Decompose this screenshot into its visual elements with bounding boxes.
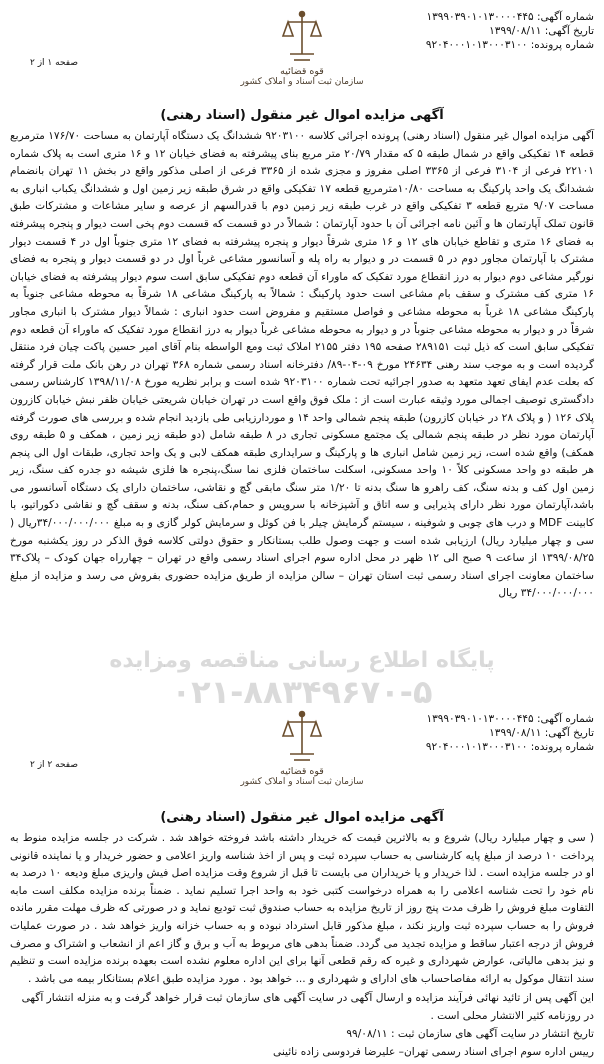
notice-body-text: آگهی مزایده اموال غیر منقول (اسناد رهنی) پرونده اجرائی کلاسه ۹۲۰۳۱۰۰ ششدانگ یک دستگاه آپارتمان به مساحت ۱۷۶/۷۰ مترمربع قطعه ۱۴ تفکیکی واقع در شمال طبقه ۵ که مقدار ۲۰/۷۹ متر مربع بنای پیشرفته به فضای خیابان ۱۲ و ۱۶ متری است به پلاک شماره ۲۲۱۰۱ فرعی از ۳۱۰۴ فرعی از ۳۳۶۵ اصلی مفروز و مجزی شده از ۳۳۶۵ فرعی از اصلی مذکور واقع در بخش ۱۱ تهران بانضمام ششدانگ یک واحد پارکینگ به مساحت ۱۰/۸۰مترمربع قطعه ۱۷ تفکیکی واقع در شرق طبقه زیر زمین اول و ششدانگ یکباب انباری به مساحت ۹/۰۷ متربع قطعه ۳ تفکیکی واقع در غرب طبقه زیر زمین دوم با قدرالسهم از عرصه و سایر مشاعات و مشترکات طبق قانون تملک آپارتمان ها و آئین نامه اجرائی آن با حدود آپارتمان : شمالاً در دو قسمت که قسمت دوم پخی است دیوار و پنجره پیشرفته به فضای ۱۶ متری و تقاطع خیابان های ۱۲ و ۱۶ متری شرقاً دیوار و پنجره پیشرفته به فضای ۱۲ متری جنوباً اول در ۴ قسمت دیوار مشترک با آپارتمان مجاور دوم در ۵ قسمت در و دیوار به راه پله و آسانسور مشاعی غرباً اول در دو قسمت دیوار و پنجره به فضای نورگیر مشاعی دوم دیوار به درز انقطاع مورد تفکیک که ماوراء آن قطعه دوم تفکیکی سابق است سوم دیوار پیشرفته به فضای خیابان ۱۶ متری کف مشترک و سقف بام مشاعی است حدود پارکینگ : شمالاً به پارکینگ مشاعی ۱۸ شرقاً به محوطه مشاعی جنوباً به پارکینگ مشاعی ۱۸ غرباً به محوطه مشاعی و فواصل مستقیم و مفروض است حدود انباری : شمالاً دیوار مشترک با انباری مجاور شرقاً در و دیوار به محوطه مشاعی جنوباً در و دیوار به محوطه مشاعی غرباً دیوار به درز انقطاع مورد تفکیک که ماوراء آن قطعه دوم تفکیکی سابق است که ذیل ثبت ۲۸۹۱۵۱ صفحه ۱۹۵ دفتر ۲۱۵۵ املاک ثبت ومع الواسطه بنام آقای امیر حسین پاکت چیان فرد منتقل گردیده است و به موجب سند رهنی ۲۴۶۳۴ مورخ ۰۹-۰۴-۸۹/ دفترخانه اسناد رسمی شماره ۳۶۸ تهران در رهن بانک ملت قرار گرفته که بعلت عدم ایفای تعهد متعهد به صدور اجرائیه تحت شماره ۹۲۰۳۱۰۰ شده است و برابر نظریه مورخ ۱۳۹۸/۱۱/۰۸ کارشناس رسمی دادگستری توصیف اجمالی مورد وثیقه عبارت است از : ملک فوق واقع است در تهران خیابان شریعتی خیابان ظفر نبش خیابان کازرون پلاک ۱۲۶ ( و پلاک ۲۸ در خیابان کازرون) طبقه پنجم شمالی واحد ۱۴ و موردارزیابی طی بازدید انجام شده و بررسی های صورت گرفته آپارتمان مورد نظر در طبقه پنجم شمالی یک مجتمع مسکونی تجاری در ۸ طبقه شامل (دو طبقه زیر زمین ، همکف و ۵ طبقه روی همکف) واقع شده است، زیر زمین شامل انباری ها و پارکینگ و سرایداری طبقه همکف لابی و یک واحد تجاری، طبقات اول الی پنجم هر طبقه دو واحد مسکونی کلاً ۱۰ واحد مسکونی، اسکلت ساختمان فلزی نما سنگ،پنجره ها فلزی شیشه دو جدره کف سنگ، زیر زمین اول کف و بدنه سنگ، کف راهرو ها سنگ بدنه تا ۱/۲۰ متر سنگ مابقی گچ و نقاشی، ساختمان دارای یک دستگاه آسانسور می باشد،آپارتمان مورد نظر دارای پذیرایی و سه اتاق و آشپزخانه با سرویس و حمام،کف سنگ، بدنه و سقف گچ و نقاشی دکوراتیو، با کابینت MDF و درب های چوبی و شوفینه ، سیستم گرمایش چیلر با فن کوئل و سرمایش کولر گازی و به مبلغ ۳۴/۰۰۰/۰۰۰/۰۰۰ریال ( سی و چهار میلیارد ریال) ارزیابی شده است و جهت وصول طلب بستانکار و حقوق دولتی کلاسه فوق الذکر در روز یکشنبه مورخ ۱۳۹۹/۰۸/۲۵ از ساعت ۹ صبح الی ۱۲ ظهر در محل اداره سوم اجرای اسناد رسمی واقع در تهران – چهارراه جهان کودک – پلاک۳۴ ساختمان معاونت اجرای اسناد رسمی ثبت استان تهران – سالن مزایده از طریق مزایده حضوری بفروش می رسد و مزایده از مبلغ ۳۴/۰۰۰/۰۰۰/۰۰۰ ریال — [10, 130, 595, 600]
judiciary-emblem-2 — [237, 708, 367, 787]
case-number: شماره پرونده: ۹۲۰۴۰۰۰۱۰۱۳۰۰۰۳۱۰۰ — [425, 39, 594, 51]
org-title: سازمان ثبت اسناد و املاک کشور — [240, 777, 364, 787]
case-number: شماره پرونده: ۹۲۰۴۰۰۰۱۰۱۳۰۰۰۳۱۰۰ — [425, 741, 594, 753]
org-name: قوه قضائیه — [280, 766, 324, 777]
ad-date: تاریخ آگهی: ۱۳۹۹/۰۸/۱۱ — [489, 25, 594, 37]
page-number: صفحه ۱ از ۲ — [30, 58, 78, 68]
signatory: رییس اداره سوم اجرای اسناد رسمی تهران– علیرضا فردوسی زاده نائینی — [272, 1046, 594, 1058]
ad-date: تاریخ آگهی: ۱۳۹۹/۰۸/۱۱ — [489, 727, 594, 739]
watermark-phone: ۰۲۱-۸۸۳۴۹۶۷۰-۵ — [171, 673, 433, 711]
watermark — [0, 648, 604, 711]
org-title: سازمان ثبت اسناد و املاک کشور — [240, 77, 364, 87]
watermark-title: پایگاه اطلاع رسانی مناقصه ومزایده — [109, 648, 495, 673]
ad-meta-block-2 — [426, 712, 594, 754]
notice-body — [10, 128, 594, 603]
publication-date: تاریخ انتشار در سایت آگهی های سازمان ثبت : ۹۹/۰۸/۱۱ — [346, 1028, 594, 1040]
ad-number: شماره آگهی: ۱۳۹۹۰۳۹۰۱۰۱۳۰۰۰۰۴۴۵ — [426, 11, 594, 23]
notice-title-2: آگهی مزایده اموال غیر منقول (اسناد رهنی) — [160, 810, 444, 825]
judiciary-logo-icon — [280, 708, 324, 764]
page-number-2: صفحه ۲ از ۲ — [30, 760, 78, 770]
ad-number: شماره آگهی: ۱۳۹۹۰۳۹۰۱۰۱۳۰۰۰۰۴۴۵ — [426, 713, 594, 725]
judiciary-logo-icon — [280, 8, 324, 64]
notice-body-2 — [10, 830, 594, 988]
notice-body-text-2: ( سی و چهار میلیارد ریال) شروع و به بالاترین قیمت که خریدار داشته باشد فروخته خواهد شد . شرکت در جلسه مزایده منوط به پرداخت ۱۰ درصد از مبلغ پایه کارشناسی به حساب سپرده ثبت و پس از اخذ شناسه واریز اعلامی و حضور خریدار و یا نماینده قانونی او در جلسه مزایده است . لذا خریدار و یا خریداران می بایست تا قبل از شروع وقت مزایده اصل فیش واریزی مبلغ ودیعه ۱۰ درصد به نام خود را تحت شناسه اعلامی را به همراه درخواست کتبی خود به واحد اجرا تسلیم نماید . ضمناً برنده مزایده مکلف است مابه التفاوت مبلغ فروش را ظرف مدت پنج روز از تاریخ مزایده به حساب صندوق ثبت تودیع نماید و در صورتی که ظرف مهلت مقرر مانده فروش را به حساب سپرده ثبت واریز نکند ، مبلغ مذکور قابل استرداد نبوده و به حساب خزانه واریز خواهد شد . در صورت عملیات فروش از درجه اعتبار ساقط و مزایده تجدید می گردد. ضمناً بدهی های مربوط به آب و برق و گاز اعم از انشعاب و اشتراک و مصرف و نیز بدهی مالیاتی، عوارض شهرداری و غیره که رقم قطعی آنها برای این اداره معلوم نشده است بعهده برنده مزایده است و تنظیم سند انتقال موکول به ارائه مفاصاحساب های ادارای و شهرداری و ... خواهد بود . مورد مزایده طبق اعلام بستانکار بیمه می باشد . — [10, 832, 594, 985]
notice-publication-note: این آگهی پس از تائید نهائی فرآیند مزایده و ارسال آگهی در سایت آگهی های سازمان ثبت قرار خواهد گرفت و به منزله انتشار آگهی در روزنامه کثیر الانتشار محلی است . — [21, 992, 594, 1022]
notice-title: آگهی مزایده اموال غیر منقول (اسناد رهنی) — [160, 108, 444, 123]
org-name: قوه قضائیه — [280, 66, 324, 77]
judiciary-emblem — [237, 8, 367, 87]
ad-meta-block — [426, 10, 594, 52]
